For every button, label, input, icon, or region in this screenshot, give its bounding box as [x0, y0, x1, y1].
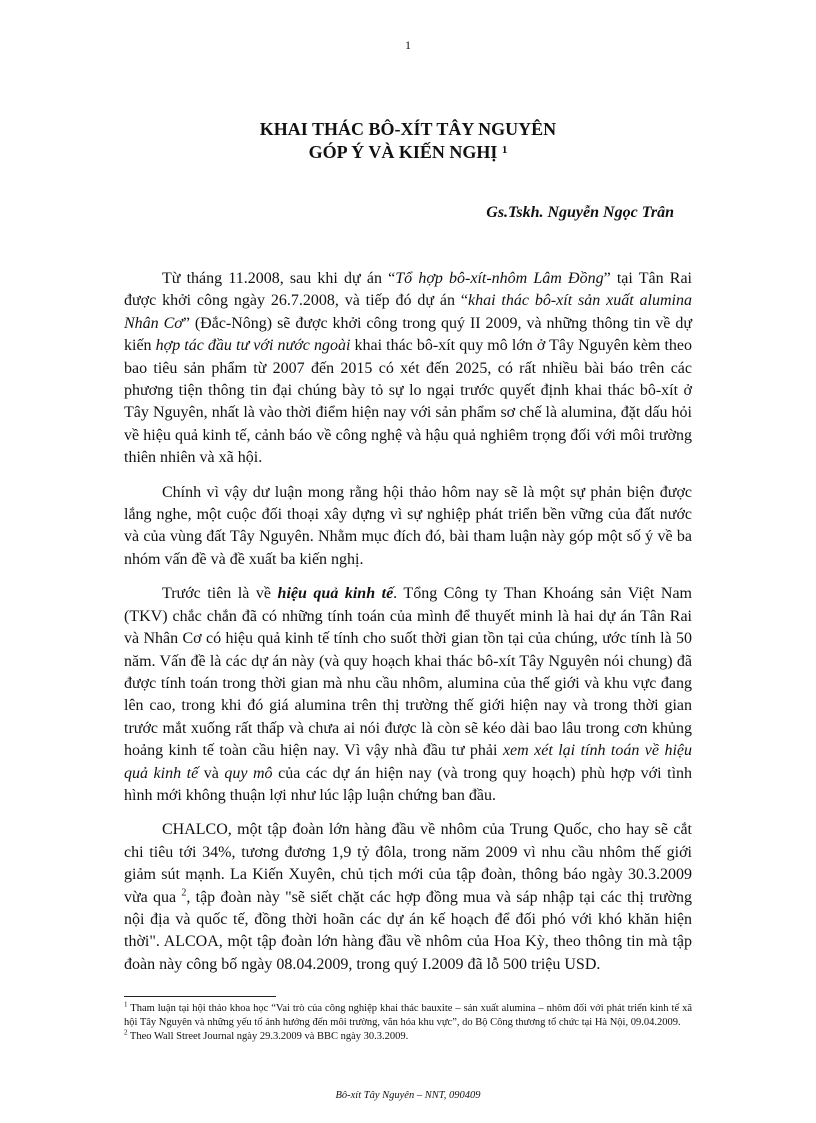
- text-run: ” (Đắc-Nông) sẽ được khởi công trong quý II 2009, và những thông tin về dự kiến: [124, 314, 692, 355]
- title-footnote-ref[interactable]: 1: [501, 144, 508, 156]
- text-run: Từ tháng 11.2008, sau khi dự án “: [162, 270, 396, 287]
- footnote-separator: [124, 996, 276, 997]
- footnote-number: 2: [124, 1028, 128, 1037]
- text-run: Trước tiên là về: [162, 585, 278, 603]
- document-body: [124, 268, 692, 976]
- paragraph-2: [124, 482, 692, 572]
- footnote-2: [124, 1030, 692, 1044]
- author-name: Gs.Tskh. Nguyễn Ngọc Trân: [486, 204, 674, 221]
- page-number: 1: [405, 38, 411, 52]
- text-run: của các dự án hiện nay (và trong quy hoạch) phù hợp với tình hình mới không thuận lợi như lúc lập luận chứng ban đầu.: [124, 764, 693, 804]
- footnote-text: Theo Wall Street Journal ngày 29.3.2009 và BBC ngày 30.3.2009.: [127, 1031, 409, 1042]
- text-run: . Tổng Công ty Than Khoáng sản Việt Nam (TKV) chắc chắn đã có những tính toán của mình để thuyết minh là hai dự án Tân Rai và Nhân Cơ có hiệu quả kinh tế tính cho suốt thời gian tồn tại của chúng, ước tính là 50 năm. Vấn đề là các dự án này (và quy hoạch khai thác bô-xít Tây Nguyên nói chung) đã được tính toán trong thời gian mà nhu cầu nhôm, alumina của thế giới và khu vực đang lên cao, trong khi đó giá alumina trên thị trường thế giới hiện nay và trong thời gian trước mắt xuống rất thấp và chưa ai nói được là còn sẽ kéo dài bao lâu trong cơn khủng hoảng kinh tế toàn cầu hiện nay. Vì vậy nhà đầu tư phải: [124, 585, 692, 760]
- text-run: Chính vì vậy dư luận mong rằng hội thảo hôm nay sẽ là một sự phản biện được lắng nghe, một cuộc đối thoại xây dựng vì sự nghiệp phát triển bền vững của đất nước và của vùng đất Tây Nguyên. Nhằm mục đích đó, bài tham luận này góp một số ý về ba nhóm vấn đề và đề xuất ba kiến nghị.: [124, 483, 692, 568]
- footnote-text: Tham luận tại hội thảo khoa học “Vai trò của công nghiệp khai thác bauxite – sản xuất alumina – nhôm đối với phát triển kinh tế xã hội Tây Nguyên và những yếu tố ảnh hưởng đến môi trường, văn hóa khu vực”, do Bộ Công thương tổ chức tại Hà Nội, 09.04.2009.: [124, 1003, 692, 1028]
- document-title: [0, 118, 816, 164]
- title-line-2-text: GÓP Ý VÀ KIẾN NGHỊ: [308, 142, 498, 162]
- italic-run: xem xét lại tính toán về hiệu quả kinh tế: [124, 742, 692, 782]
- text-run: ” tại Tân Rai được khởi công ngày 26.7.2008, và tiếp đó dự án “: [124, 270, 693, 310]
- italic-run: quy mô: [224, 764, 273, 782]
- text-run: CHALCO, một tập đoàn lớn hàng đầu về nhôm của Trung Quốc, cho hay sẽ cắt chi tiêu tới 34%, tương đương 1,9 tỷ đôla, trong năm 2009 vì nhu cầu nhôm thế giới giảm sút mạnh. La Kiến Xuyên, chủ tịch mới của tập đoàn, thông báo ngày 30.3.2009 vừa qua: [124, 821, 692, 906]
- bold-italic-run: hiệu quả kinh tế: [277, 585, 394, 603]
- title-line-2: [0, 141, 816, 164]
- italic-run: hợp tác đầu tư với nước ngoài: [155, 337, 351, 355]
- text-run: khai thác bô-xít quy mô lớn ở Tây Nguyên kèm theo bao tiêu sản phẩm từ 2007 đến 2015 có xét đến 2025, có rất nhiều bài báo trên các phương tiện thông tin đại chúng bày tỏ sự lo ngại trước quyết định khai thác bô-xít ở Tây Nguyên, nhất là vào thời điểm hiện nay với sản phẩm sơ chế là alumina, đặt dấu hỏi về hiệu quả kinh tế, cảnh báo về công nghệ và hậu quả nghiêm trọng đối với môi trường thiên nhiên và xã hội.: [124, 337, 693, 467]
- italic-run: khai thác bô-xít sản xuất alumina Nhân Cơ: [124, 292, 692, 332]
- footnote-1: [124, 1002, 692, 1030]
- page-footer: Bô-xít Tây Nguyên – NNT, 090409: [335, 1090, 481, 1101]
- paragraph-1: [124, 268, 692, 470]
- paragraph-3: [124, 583, 692, 807]
- text-run: , tập đoàn này "sẽ siết chặt các hợp đồng mua và sáp nhập tại các thị trường nội địa và quốc tế, đồng thời hoãn các dự án kế hoạch để đối phó với khó khăn hiện thời". ALCOA, một tập đoàn lớn hàng đầu về nhôm của Hoa Kỳ, theo thông tin mà tập đoàn này công bố ngày 08.04.2009, trong quý I.2009 đã lỗ 500 triệu USD.: [124, 888, 692, 973]
- footnote-number: 1: [124, 1000, 128, 1009]
- paragraph-4: [124, 819, 692, 976]
- italic-run: Tổ hợp bô-xít-nhôm Lâm Đồng: [395, 270, 604, 287]
- footnotes: [124, 1002, 692, 1044]
- title-line-1: KHAI THÁC BÔ-XÍT TÂY NGUYÊN: [259, 119, 557, 139]
- text-run: và: [198, 764, 225, 782]
- footnote-ref[interactable]: 2: [181, 887, 187, 899]
